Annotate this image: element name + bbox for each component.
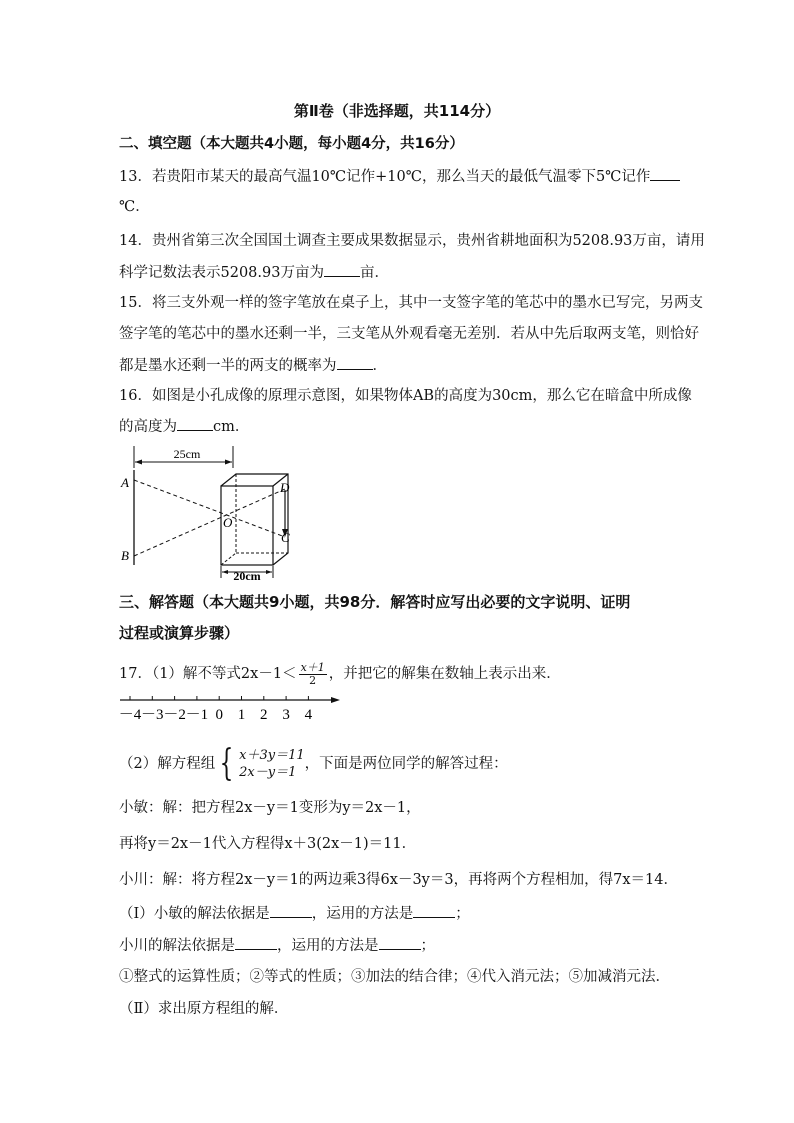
fill-blank-heading: 二、填空题（本大题共4小题，每小题4分，共16分） — [119, 136, 464, 152]
part-ii: （Ⅱ）求出原方程组的解． — [119, 1001, 289, 1017]
number-line — [116, 692, 346, 724]
tick-label: 1 — [237, 707, 246, 723]
part-i-line2: 小川的解法依据是 ，运用的方法是 ； — [119, 935, 435, 956]
question-15-line3: 都是墨水还剩一半的两支的概率为 ． — [119, 355, 387, 376]
tick-label: 0 — [215, 707, 223, 723]
inequality-instruction: ，并把它的解集在数轴上表示出来． — [328, 666, 561, 682]
equation-system — [215, 744, 304, 784]
xiaochuan-solution: 小川：解：将方程2x－y＝1的两边乘3得6x－3y＝3，再将两个方程相加，得7x＝14． — [119, 872, 678, 888]
label-a: A — [121, 475, 129, 490]
arrow-right-bottom — [266, 570, 272, 574]
arrow-right — [225, 460, 232, 465]
tick-label: 4 — [304, 707, 313, 723]
equation-2: 2x－y＝1 — [239, 765, 297, 780]
answer-blank[interactable] — [379, 935, 421, 950]
ray-a — [134, 480, 285, 537]
label-b: B — [121, 548, 129, 563]
arrow-left — [135, 460, 142, 465]
system-tail: ，下面是两位同学的解答过程： — [304, 756, 508, 772]
question-17-part1 — [119, 660, 561, 688]
question-13 — [119, 166, 680, 187]
xiaomin-solution-line2: 再将y＝2x－1代入方程得x＋3(2x－1)＝11． — [119, 836, 417, 852]
tick-label: 2 — [260, 707, 268, 723]
part-i-line1: （Ⅰ）小敏的解法依据是 ，运用的方法是 ； — [119, 903, 470, 924]
label-d: D — [280, 480, 290, 495]
question-13-unit: ℃． — [119, 199, 150, 215]
equation-1: x＋3y＝11 — [239, 748, 305, 763]
answer-blank[interactable] — [337, 355, 373, 370]
top-dimension-label: 25cm — [173, 447, 201, 461]
question-17-part2 — [119, 742, 508, 786]
answer-blank[interactable] — [270, 903, 312, 918]
question-14-text: 科学记数法表示5208.93万亩为 — [119, 265, 324, 281]
label-o: O — [223, 515, 233, 530]
ray-b — [134, 489, 285, 556]
solve-heading-line2: 过程或演算步骤） — [119, 624, 240, 642]
tick-label: 3 — [282, 707, 290, 723]
tick-label: －1 — [185, 707, 209, 723]
box-hidden-diagonal — [221, 553, 236, 565]
xiaomin-solution-line1: 小敏：解：把方程2x－y＝1变形为y＝2x－1， — [119, 800, 421, 816]
bottom-dimension-label: 20cm — [233, 569, 261, 580]
question-16-unit: cm． — [213, 419, 250, 435]
tick-label: －3 — [141, 707, 164, 723]
options-list: ①整式的运算性质；②等式的性质；③加法的结合律；④代入消元法；⑤加减消元法． — [119, 969, 670, 985]
axis-arrow — [331, 697, 340, 703]
question-16-text: 的高度为 — [119, 419, 177, 435]
question-15-text: 都是墨水还剩一半的两支的概率为 — [119, 358, 337, 374]
paper-section-title: 第Ⅱ卷（非选择题，共114分） — [293, 102, 501, 120]
question-13-text: 13．若贵阳市某天的最高气温10℃记作+10℃，那么当天的最低气温零下5℃记作 — [119, 169, 651, 185]
fraction-denominator: 2 — [309, 673, 317, 687]
tick-label: －4 — [118, 707, 142, 723]
answer-blank[interactable] — [235, 935, 277, 950]
arrow-left-bottom — [222, 570, 228, 574]
question-16-line1: 16．如图是小孔成像的原理示意图，如果物体AB的高度为30cm，那么它在暗盒中所成像 — [119, 388, 692, 404]
brace-symbol: { — [219, 743, 234, 784]
pinhole-camera-diagram — [115, 440, 305, 580]
question-15-line2: 签字笔的笔芯中的墨水还剩一半，三支笔从外观看毫无差别．若从中先后取两支笔，则恰好 — [119, 326, 699, 342]
fraction — [299, 662, 327, 687]
answer-blank[interactable] — [324, 262, 360, 277]
question-14-line1: 14．贵州省第三次全国国土调查主要成果数据显示，贵州省耕地面积为5208.93万亩，请用 — [119, 233, 705, 249]
question-14-line2 — [119, 262, 389, 283]
system-intro: （2）解方程组 — [119, 756, 216, 772]
inequality-text: 17．（1）解不等式2x－1＜ — [119, 666, 297, 682]
answer-blank[interactable] — [413, 903, 455, 918]
question-14-unit: 亩． — [359, 265, 389, 281]
answer-blank[interactable] — [650, 166, 680, 181]
fraction-numerator: x＋1 — [300, 660, 325, 674]
label-c: C — [281, 530, 290, 545]
question-15-line1: 15．将三支外观一样的签字笔放在桌子上，其中一支签字笔的笔芯中的墨水已写完，另两支 — [119, 295, 703, 311]
question-16-line2 — [119, 416, 249, 437]
tick-label: －2 — [163, 707, 186, 723]
solve-heading-line1: 三、解答题（本大题共9小题，共98分．解答时应写出必要的文字说明、证明 — [119, 593, 631, 611]
answer-blank[interactable] — [177, 416, 213, 431]
